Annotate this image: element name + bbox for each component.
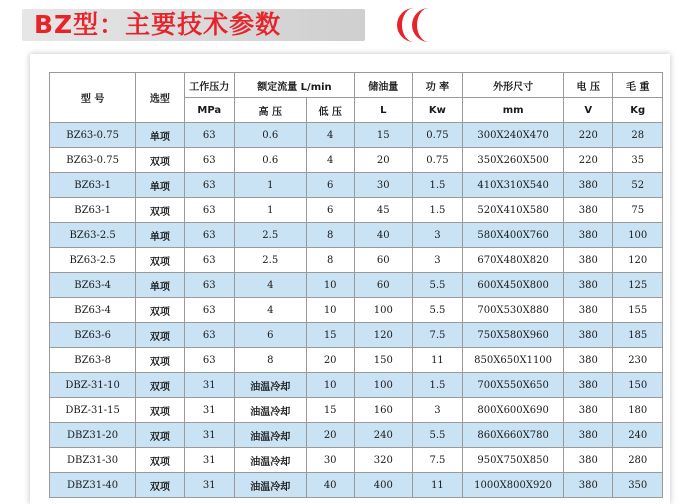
cell-size: 580X400X760 xyxy=(463,223,564,248)
cell-model: DBZ31-30 xyxy=(50,448,136,473)
cell-power: 0.75 xyxy=(412,148,462,173)
cell-oil: 45 xyxy=(354,198,412,223)
cell-high: 油温冷却 xyxy=(235,423,306,448)
cell-oil: 60 xyxy=(354,273,412,298)
cell-voltage: 380 xyxy=(564,398,613,423)
cell-power: 11 xyxy=(412,473,462,498)
cell-type: 双项 xyxy=(136,323,184,348)
header-power-unit: Kw xyxy=(412,98,462,123)
cell-high: 油温冷却 xyxy=(235,473,306,498)
cell-power: 11 xyxy=(412,348,462,373)
cell-voltage: 380 xyxy=(564,348,613,373)
cell-size: 850X650X1100 xyxy=(463,348,564,373)
cell-high: 0.6 xyxy=(235,123,306,148)
cell-size: 950X750X850 xyxy=(463,448,564,473)
cell-power: 3 xyxy=(412,248,462,273)
cell-high: 8 xyxy=(235,348,306,373)
cell-voltage: 380 xyxy=(564,473,613,498)
table-row xyxy=(50,473,663,498)
cell-type: 双项 xyxy=(136,373,184,398)
cell-size: 600X450X800 xyxy=(463,273,564,298)
cell-power: 7.5 xyxy=(412,448,462,473)
cell-oil: 320 xyxy=(354,448,412,473)
cell-model: BZ63-8 xyxy=(50,348,136,373)
cell-type: 双项 xyxy=(136,248,184,273)
cell-model: DBZ31-40 xyxy=(50,473,136,498)
cell-type: 双项 xyxy=(136,448,184,473)
table-row xyxy=(50,248,663,273)
cell-weight: 185 xyxy=(613,323,663,348)
cell-size: 700X530X880 xyxy=(463,298,564,323)
cell-oil: 150 xyxy=(354,348,412,373)
table-row xyxy=(50,223,663,248)
cell-oil: 30 xyxy=(354,173,412,198)
cell-voltage: 380 xyxy=(564,448,613,473)
cell-size: 670X480X820 xyxy=(463,248,564,273)
cell-oil: 160 xyxy=(354,398,412,423)
header-weight: 毛 重 xyxy=(613,73,663,98)
cell-type: 双项 xyxy=(136,348,184,373)
cell-weight: 240 xyxy=(613,423,663,448)
cell-model: BZ63-4 xyxy=(50,298,136,323)
cell-power: 5.5 xyxy=(412,273,462,298)
cell-low: 8 xyxy=(306,248,354,273)
table-row xyxy=(50,148,663,173)
cell-pressure: 31 xyxy=(184,473,234,498)
cell-low: 6 xyxy=(306,173,354,198)
cell-oil: 40 xyxy=(354,223,412,248)
cell-high: 油温冷却 xyxy=(235,448,306,473)
cell-high: 0.6 xyxy=(235,148,306,173)
cell-low: 10 xyxy=(306,298,354,323)
cell-high: 1 xyxy=(235,173,306,198)
header-pressure: 工作压力 xyxy=(184,73,234,98)
cell-pressure: 31 xyxy=(184,398,234,423)
header-type: 选型 xyxy=(136,73,184,123)
header-flow-low: 低 压 xyxy=(306,98,354,123)
cell-low: 30 xyxy=(306,448,354,473)
cell-type: 双项 xyxy=(136,298,184,323)
cell-size: 410X310X540 xyxy=(463,173,564,198)
cell-pressure: 63 xyxy=(184,248,234,273)
cell-size: 700X550X650 xyxy=(463,373,564,398)
cell-voltage: 220 xyxy=(564,123,613,148)
cell-high: 2.5 xyxy=(235,223,306,248)
cell-voltage: 380 xyxy=(564,373,613,398)
header-flow: 额定流量 L/min xyxy=(235,73,355,98)
cell-voltage: 380 xyxy=(564,248,613,273)
cell-oil: 60 xyxy=(354,248,412,273)
header-oil-unit: L xyxy=(354,98,412,123)
cell-power: 3 xyxy=(412,223,462,248)
cell-weight: 100 xyxy=(613,223,663,248)
cell-high: 油温冷却 xyxy=(235,373,306,398)
cell-pressure: 63 xyxy=(184,198,234,223)
banner-title: BZ型：主要技术参数 xyxy=(34,10,282,39)
cell-pressure: 63 xyxy=(184,298,234,323)
header-pressure-unit: MPa xyxy=(184,98,234,123)
cell-power: 1.5 xyxy=(412,373,462,398)
cell-size: 350X260X500 xyxy=(463,148,564,173)
cell-voltage: 380 xyxy=(564,423,613,448)
table-row xyxy=(50,348,663,373)
cell-low: 15 xyxy=(306,323,354,348)
cell-type: 单项 xyxy=(136,173,184,198)
cell-type: 双项 xyxy=(136,473,184,498)
cell-weight: 180 xyxy=(613,398,663,423)
cell-weight: 75 xyxy=(613,198,663,223)
cell-voltage: 380 xyxy=(564,198,613,223)
cell-high: 4 xyxy=(235,298,306,323)
cell-pressure: 63 xyxy=(184,323,234,348)
table-row xyxy=(50,123,663,148)
table-row xyxy=(50,448,663,473)
cell-model: BZ63-2.5 xyxy=(50,248,136,273)
cell-model: BZ63-6 xyxy=(50,323,136,348)
cell-power: 3 xyxy=(412,398,462,423)
cell-pressure: 63 xyxy=(184,148,234,173)
cell-oil: 100 xyxy=(354,373,412,398)
cell-voltage: 380 xyxy=(564,223,613,248)
cell-model: DBZ-31-10 xyxy=(50,373,136,398)
cell-oil: 400 xyxy=(354,473,412,498)
cell-low: 40 xyxy=(306,473,354,498)
cell-weight: 125 xyxy=(613,273,663,298)
cell-high: 1 xyxy=(235,198,306,223)
cell-weight: 52 xyxy=(613,173,663,198)
header-weight-unit: Kg xyxy=(613,98,663,123)
table-row xyxy=(50,373,663,398)
cell-low: 8 xyxy=(306,223,354,248)
cell-high: 2.5 xyxy=(235,248,306,273)
cell-low: 15 xyxy=(306,398,354,423)
cell-size: 300X240X470 xyxy=(463,123,564,148)
cell-size: 750X580X960 xyxy=(463,323,564,348)
cell-high: 油温冷却 xyxy=(235,398,306,423)
cell-pressure: 63 xyxy=(184,348,234,373)
header-flow-high: 高 压 xyxy=(235,98,306,123)
cell-weight: 350 xyxy=(613,473,663,498)
cell-power: 1.5 xyxy=(412,173,462,198)
cell-pressure: 31 xyxy=(184,373,234,398)
cell-weight: 35 xyxy=(613,148,663,173)
table-row xyxy=(50,198,663,223)
cell-voltage: 380 xyxy=(564,298,613,323)
cell-model: BZ63-1 xyxy=(50,173,136,198)
cell-oil: 15 xyxy=(354,123,412,148)
header-power: 功 率 xyxy=(412,73,462,98)
cell-voltage: 380 xyxy=(564,173,613,198)
cell-low: 20 xyxy=(306,348,354,373)
table-row xyxy=(50,173,663,198)
cell-size: 800X600X690 xyxy=(463,398,564,423)
table-row xyxy=(50,323,663,348)
cell-type: 单项 xyxy=(136,273,184,298)
header-model: 型 号 xyxy=(50,73,136,123)
cell-weight: 120 xyxy=(613,248,663,273)
cell-oil: 120 xyxy=(354,323,412,348)
cell-low: 10 xyxy=(306,273,354,298)
cell-type: 双项 xyxy=(136,398,184,423)
cell-type: 单项 xyxy=(136,123,184,148)
table-row xyxy=(50,423,663,448)
cell-power: 5.5 xyxy=(412,423,462,448)
cell-size: 860X660X780 xyxy=(463,423,564,448)
cell-type: 单项 xyxy=(136,223,184,248)
cell-size: 1000X800X920 xyxy=(463,473,564,498)
cell-power: 0.75 xyxy=(412,123,462,148)
cell-weight: 150 xyxy=(613,373,663,398)
header-voltage: 电 压 xyxy=(564,73,613,98)
cell-low: 4 xyxy=(306,148,354,173)
table-row xyxy=(50,398,663,423)
cell-type: 双项 xyxy=(136,423,184,448)
cell-voltage: 380 xyxy=(564,273,613,298)
cell-voltage: 220 xyxy=(564,148,613,173)
cell-pressure: 63 xyxy=(184,223,234,248)
header-voltage-unit: V xyxy=(564,98,613,123)
cell-power: 1.5 xyxy=(412,198,462,223)
cell-high: 6 xyxy=(235,323,306,348)
cell-model: DBZ31-20 xyxy=(50,423,136,448)
cell-low: 10 xyxy=(306,373,354,398)
table-row xyxy=(50,273,663,298)
cell-model: BZ63-4 xyxy=(50,273,136,298)
cell-oil: 20 xyxy=(354,148,412,173)
cell-high: 4 xyxy=(235,273,306,298)
cell-pressure: 63 xyxy=(184,273,234,298)
header-oil: 储油量 xyxy=(354,73,412,98)
cell-type: 双项 xyxy=(136,148,184,173)
cell-type: 双项 xyxy=(136,198,184,223)
cell-model: BZ63-0.75 xyxy=(50,123,136,148)
header-row xyxy=(50,73,663,98)
cell-weight: 230 xyxy=(613,348,663,373)
cell-oil: 240 xyxy=(354,423,412,448)
header-size-unit: mm xyxy=(463,98,564,123)
cell-size: 520X410X580 xyxy=(463,198,564,223)
title-banner xyxy=(0,0,687,52)
cell-pressure: 31 xyxy=(184,448,234,473)
cell-pressure: 31 xyxy=(184,423,234,448)
cell-weight: 28 xyxy=(613,123,663,148)
cell-low: 4 xyxy=(306,123,354,148)
cell-low: 6 xyxy=(306,198,354,223)
cell-power: 7.5 xyxy=(412,323,462,348)
cell-model: DBZ-31-15 xyxy=(50,398,136,423)
cell-low: 20 xyxy=(306,423,354,448)
cell-weight: 155 xyxy=(613,298,663,323)
spec-table xyxy=(49,72,663,498)
cell-model: BZ63-1 xyxy=(50,198,136,223)
cell-weight: 280 xyxy=(613,448,663,473)
cell-oil: 100 xyxy=(354,298,412,323)
table-row xyxy=(50,298,663,323)
cell-pressure: 63 xyxy=(184,173,234,198)
cell-pressure: 63 xyxy=(184,123,234,148)
header-size: 外形尺寸 xyxy=(463,73,564,98)
cell-model: BZ63-0.75 xyxy=(50,148,136,173)
cell-power: 5.5 xyxy=(412,298,462,323)
cell-model: BZ63-2.5 xyxy=(50,223,136,248)
spec-table-body xyxy=(50,123,663,498)
cell-voltage: 380 xyxy=(564,323,613,348)
